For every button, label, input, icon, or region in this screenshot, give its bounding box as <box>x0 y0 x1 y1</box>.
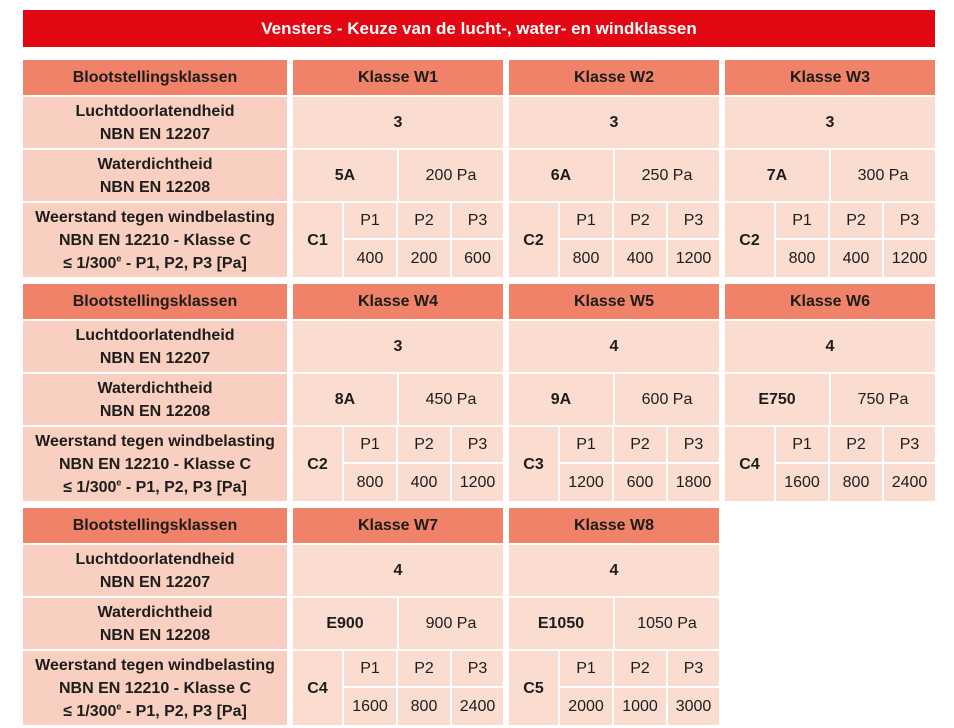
pressure-header-p3: P3 <box>668 427 719 462</box>
class-header: Klasse W6 <box>725 284 935 319</box>
pressure-header-p2: P2 <box>398 203 450 238</box>
pressure-header-p1: P1 <box>560 203 612 238</box>
wind-resistance-label <box>23 203 287 277</box>
air-permeability-label-line: NBN EN 12207 <box>99 125 211 143</box>
air-class-value: 3 <box>725 97 935 148</box>
air-class-value: 3 <box>509 97 719 148</box>
wind-pressures-unit: - P1, P2, P3 [Pa] <box>121 478 247 496</box>
pressure-header-p3: P3 <box>452 427 503 462</box>
air-permeability-label <box>23 545 287 596</box>
wind-resistance-label-line: Weerstand tegen windbelasting <box>35 432 275 450</box>
pressure-value-p2: 400 <box>398 464 450 501</box>
air-permeability-label <box>23 97 287 148</box>
pressure-header-p3: P3 <box>668 203 719 238</box>
wind-resistance-label-line <box>35 476 275 499</box>
water-pressure-value: 250 Pa <box>615 150 719 201</box>
wind-resistance-label-line: NBN EN 12210 - Klasse C <box>58 455 252 473</box>
pressure-header-p1: P1 <box>560 651 612 686</box>
watertightness-label-line: NBN EN 12208 <box>99 402 211 420</box>
pressure-value-p3: 1200 <box>452 464 503 501</box>
wind-resistance-label-line <box>35 252 275 275</box>
wind-resistance-label-line: NBN EN 12210 - Klasse C <box>58 679 252 697</box>
pressure-header-p3: P3 <box>668 651 719 686</box>
page-title: Vensters - Keuze van de lucht-, water- en windklassen <box>23 10 935 47</box>
water-class-value: 8A <box>293 374 397 425</box>
pressure-header-p1: P1 <box>776 427 828 462</box>
water-class-value: E750 <box>725 374 829 425</box>
water-class-value: 6A <box>509 150 613 201</box>
air-permeability-label-line: NBN EN 12207 <box>99 573 211 591</box>
watertightness-label <box>23 150 287 201</box>
pressure-header-p1: P1 <box>344 427 396 462</box>
air-class-value: 4 <box>509 321 719 372</box>
wind-ratio: ≤ 1/300 <box>63 254 117 272</box>
pressure-value-p1: 400 <box>344 240 396 277</box>
water-class-value: 7A <box>725 150 829 201</box>
pressure-value-p3: 1800 <box>668 464 719 501</box>
class-header: Klasse W1 <box>293 60 503 95</box>
air-class-value: 3 <box>293 321 503 372</box>
water-pressure-value: 450 Pa <box>399 374 503 425</box>
pressure-header-p2: P2 <box>614 203 666 238</box>
pressure-header-p3: P3 <box>452 203 503 238</box>
pressure-header-p2: P2 <box>398 427 450 462</box>
air-permeability-label-line: Luchtdoorlatendheid <box>75 326 235 344</box>
pressure-value-p1: 800 <box>776 240 828 277</box>
exposure-classes-header: Blootstellingsklassen <box>23 60 287 95</box>
exposure-classes-header: Blootstellingsklassen <box>23 508 287 543</box>
pressure-value-p3: 600 <box>452 240 503 277</box>
pressure-value-p2: 400 <box>614 240 666 277</box>
air-class-value: 4 <box>293 545 503 596</box>
class-header: Klasse W2 <box>509 60 719 95</box>
pressure-value-p1: 800 <box>344 464 396 501</box>
wind-resistance-label-line <box>35 700 275 723</box>
watertightness-label <box>23 374 287 425</box>
pressure-value-p2: 1000 <box>614 688 666 725</box>
water-class-value: 9A <box>509 374 613 425</box>
class-header: Klasse W3 <box>725 60 935 95</box>
pressure-value-p3: 1200 <box>884 240 935 277</box>
pressure-header-p1: P1 <box>560 427 612 462</box>
pressure-header-p3: P3 <box>884 203 935 238</box>
water-class-value: E1050 <box>509 598 613 649</box>
air-class-value: 3 <box>293 97 503 148</box>
wind-resistance-label-line: NBN EN 12210 - Klasse C <box>58 231 252 249</box>
pressure-value-p2: 200 <box>398 240 450 277</box>
exposure-classes-header: Blootstellingsklassen <box>23 284 287 319</box>
wind-ratio: ≤ 1/300 <box>63 702 117 720</box>
wind-resistance-label <box>23 651 287 725</box>
wind-class-value: C2 <box>725 203 774 277</box>
wind-class-value: C2 <box>509 203 558 277</box>
pressure-value-p1: 1600 <box>776 464 828 501</box>
pressure-value-p1: 1600 <box>344 688 396 725</box>
pressure-header-p2: P2 <box>830 427 882 462</box>
wind-class-value: C1 <box>293 203 342 277</box>
watertightness-label <box>23 598 287 649</box>
pressure-value-p2: 400 <box>830 240 882 277</box>
pressure-value-p3: 2400 <box>884 464 935 501</box>
pressure-value-p1: 800 <box>560 240 612 277</box>
wind-class-value: C5 <box>509 651 558 725</box>
air-class-value: 4 <box>725 321 935 372</box>
air-permeability-label <box>23 321 287 372</box>
air-class-value: 4 <box>509 545 719 596</box>
water-pressure-value: 200 Pa <box>399 150 503 201</box>
water-pressure-value: 900 Pa <box>399 598 503 649</box>
wind-class-value: C3 <box>509 427 558 501</box>
pressure-header-p3: P3 <box>452 651 503 686</box>
pressure-header-p1: P1 <box>776 203 828 238</box>
pressure-value-p2: 800 <box>398 688 450 725</box>
wind-ratio-superscript: e <box>116 477 122 488</box>
pressure-header-p2: P2 <box>614 651 666 686</box>
water-pressure-value: 750 Pa <box>831 374 935 425</box>
wind-ratio-superscript: e <box>116 253 122 264</box>
wind-resistance-label <box>23 427 287 501</box>
pressure-value-p1: 2000 <box>560 688 612 725</box>
water-class-value: E900 <box>293 598 397 649</box>
pressure-value-p3: 3000 <box>668 688 719 725</box>
water-pressure-value: 600 Pa <box>615 374 719 425</box>
wind-class-value: C4 <box>293 651 342 725</box>
pressure-header-p2: P2 <box>830 203 882 238</box>
wind-ratio-superscript: e <box>116 701 122 712</box>
water-pressure-value: 1050 Pa <box>615 598 719 649</box>
pressure-value-p2: 800 <box>830 464 882 501</box>
pressure-header-p2: P2 <box>614 427 666 462</box>
pressure-value-p2: 600 <box>614 464 666 501</box>
pressure-header-p2: P2 <box>398 651 450 686</box>
water-class-value: 5A <box>293 150 397 201</box>
watertightness-label-line: Waterdichtheid <box>97 155 213 173</box>
wind-class-value: C2 <box>293 427 342 501</box>
pressure-header-p1: P1 <box>344 651 396 686</box>
air-permeability-label-line: Luchtdoorlatendheid <box>75 102 235 120</box>
wind-pressures-unit: - P1, P2, P3 [Pa] <box>121 702 247 720</box>
watertightness-label-line: NBN EN 12208 <box>99 178 211 196</box>
watertightness-label-line: Waterdichtheid <box>97 603 213 621</box>
class-header: Klasse W5 <box>509 284 719 319</box>
wind-ratio: ≤ 1/300 <box>63 478 117 496</box>
class-header: Klasse W4 <box>293 284 503 319</box>
pressure-header-p1: P1 <box>344 203 396 238</box>
watertightness-label-line: NBN EN 12208 <box>99 626 211 644</box>
water-pressure-value: 300 Pa <box>831 150 935 201</box>
wind-resistance-label-line: Weerstand tegen windbelasting <box>35 208 275 226</box>
air-permeability-label-line: Luchtdoorlatendheid <box>75 550 235 568</box>
air-permeability-label-line: NBN EN 12207 <box>99 349 211 367</box>
class-header: Klasse W7 <box>293 508 503 543</box>
class-header: Klasse W8 <box>509 508 719 543</box>
wind-resistance-label-line: Weerstand tegen windbelasting <box>35 656 275 674</box>
pressure-header-p3: P3 <box>884 427 935 462</box>
wind-class-value: C4 <box>725 427 774 501</box>
wind-pressures-unit: - P1, P2, P3 [Pa] <box>121 254 247 272</box>
pressure-value-p3: 2400 <box>452 688 503 725</box>
pressure-value-p1: 1200 <box>560 464 612 501</box>
pressure-value-p3: 1200 <box>668 240 719 277</box>
watertightness-label-line: Waterdichtheid <box>97 379 213 397</box>
